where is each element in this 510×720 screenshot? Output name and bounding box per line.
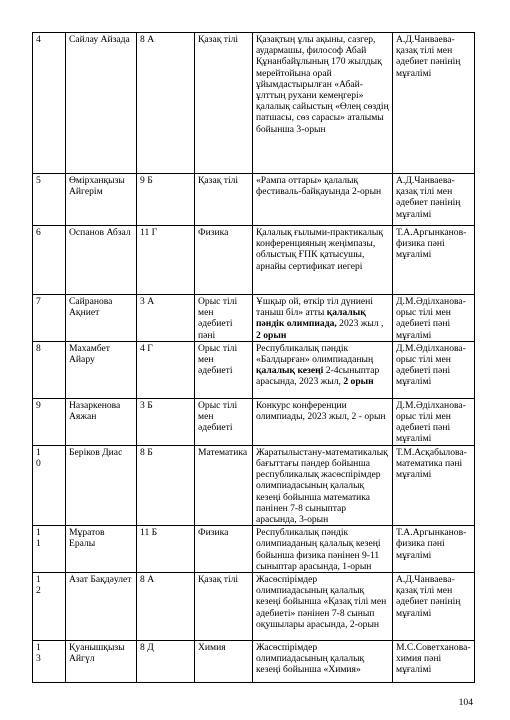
achievement <box>253 295 393 342</box>
student-class: 3 А <box>137 295 195 342</box>
row-number: 13 <box>33 641 66 683</box>
row-number: 8 <box>33 341 66 398</box>
row-number: 6 <box>33 226 66 295</box>
achievement-text: Конкурс конференции олимпиады, 2023 жыл, 2 - орын <box>256 399 386 423</box>
teacher: А.Д.Чанваева-қазақ тілі мен әдебиет пәнінің мұғалімі <box>393 573 475 641</box>
student-class: 4 Г <box>137 341 195 398</box>
achievement-text: Жасөспірімдер олимпиадасының қалалық кезеңі бойынша «Қазақ тілі мен әдебиеті» пәнінен 7-8 сынып оқушылары арасында, 2-орын <box>256 574 387 630</box>
student-name: Сайлау Айзада <box>66 33 137 174</box>
table-row <box>33 174 475 226</box>
subject: Математика <box>195 445 253 525</box>
student-name: Оспанов Абзал <box>66 226 137 295</box>
teacher: Д.М.Әділханова-орыс тілі мен әдебиеті пәні мұғалімі <box>393 398 475 445</box>
table-row <box>33 341 475 398</box>
table-row <box>33 445 475 525</box>
achievement <box>253 398 393 445</box>
achievement-text: Жасөспірімдер олимпиадасының қалалық кезеңі бойынша «Химия» <box>256 642 365 676</box>
subject: Химия <box>195 641 253 683</box>
achievement-text: «Рампа оттары» қалалық фестиваль-байқауында 2-орын <box>256 175 382 198</box>
teacher: Т.М.Асқабылова-математика пәні мұғалімі <box>393 445 475 525</box>
subject: Орыс тілі мен әдебиеті пәні <box>195 295 253 342</box>
subject: Қазақ тілі <box>195 33 253 174</box>
table-row <box>33 641 475 683</box>
student-name: Махамбет Айару <box>66 341 137 398</box>
student-name: Азат Бақдәулет <box>66 573 137 641</box>
table-row <box>33 33 475 174</box>
row-number: 9 <box>33 398 66 445</box>
achievement <box>253 226 393 295</box>
teacher: А.Д.Чанваева-қазақ тілі мен әдебиет пәнінің мұғалімі <box>393 174 475 226</box>
subject: Қазақ тілі <box>195 573 253 641</box>
row-number: 12 <box>33 573 66 641</box>
teacher: Т.А.Аргынканов-физика пәні мұғалімі <box>393 226 475 295</box>
student-name: Қуанышқызы Айгүл <box>66 641 137 683</box>
achievement-highlight: қалалық пәндік олимпиада, <box>256 307 366 330</box>
awards-table <box>32 32 475 683</box>
subject: Орыс тілі мен әдебиеті <box>195 398 253 445</box>
student-class: 8 А <box>137 33 195 174</box>
achievement <box>253 174 393 226</box>
subject: Қазақ тілі <box>195 174 253 226</box>
achievement-text: 2023 жыл , <box>336 318 384 330</box>
achievement-text: Қалалық ғылыми-практикалық конференцияның жеңімпазы, облыстық ҒПК қатысушы, арнайы сертификат иегері <box>256 227 383 272</box>
achievement-text: 2-4сыныптар арасында, 2023 жыл, <box>256 365 380 388</box>
row-number: 10 <box>33 445 66 525</box>
subject: Физика <box>195 526 253 573</box>
teacher: М.С.Советханова-химия пәні мұғалімі <box>393 641 475 683</box>
row-number: 4 <box>33 33 66 174</box>
achievement-text: Жаратылыстану-математикалық бағыттағы пәндер бойынша республикалық жасөспірімдер олимпиадасының қалалық кезеңі бойынша математика пәнінен 7-8 сыныптар арасында, 3-орын <box>256 446 388 526</box>
student-class: 8 Б <box>137 445 195 525</box>
achievement <box>253 445 393 525</box>
student-class: 11 Б <box>137 526 195 573</box>
student-class: 9 Б <box>137 174 195 226</box>
student-name: Беріков Диас <box>66 445 137 525</box>
achievement-text: Республикалық пәндік олимпиаданың қалалық кезеңі бойынша физика пәнінен 9-11 сыныптар арасында, 1-орын <box>256 527 381 572</box>
student-name: Назаркенова Аяжан <box>66 398 137 445</box>
achievement-text: Республикалық пәндік «Балдырған» олимпиаданың <box>256 342 374 366</box>
achievement-text: Ұшқыр ой, өткір тіл дүниені таныш біл» атты <box>256 296 373 319</box>
student-class: 8 Д <box>137 641 195 683</box>
table-row <box>33 573 475 641</box>
achievement-highlight: 2 орын <box>343 376 374 388</box>
student-name: Мұратов Ералы <box>66 526 137 573</box>
page-number: 104 <box>458 697 473 708</box>
subject: Орыс тілі мен әдебиеті <box>195 341 253 398</box>
row-number: 5 <box>33 174 66 226</box>
table-row <box>33 526 475 573</box>
student-name: Сайранова Ақниет <box>66 295 137 342</box>
achievement-text: Қазақтың ұлы ақыны, сазгер, аудармашы, философ Абай Құнанбайұлының 170 жылдық мерейтойына орай ұйымдастырылған «Абай-ұлттың рухани кемеңгері» қалалық сайыстың «Өлең сөздің патшасы, сөз сарасы» аталымы бойынша 3-орын <box>256 34 389 135</box>
teacher: Т.А.Аргынканов-физика пәні мұғалімі <box>393 526 475 573</box>
student-class: 8 А <box>137 573 195 641</box>
achievement <box>253 33 393 174</box>
teacher: Д.М.Әділханова-орыс тілі мен әдебиеті пәні мұғалімі <box>393 341 475 398</box>
row-number: 7 <box>33 295 66 342</box>
teacher: Д.М.Әділханова-орыс тілі мен әдебиеті пәні мұғалімі <box>393 295 475 342</box>
teacher: А.Д.Чанваева-қазақ тілі мен әдебиет пәнінің мұғалімі <box>393 33 475 174</box>
achievement <box>253 341 393 398</box>
row-number: 11 <box>33 526 66 573</box>
subject: Физика <box>195 226 253 295</box>
student-name: Өмірханқызы Айгерім <box>66 174 137 226</box>
student-class: 11 Г <box>137 226 195 295</box>
achievement-highlight: 2 орын <box>256 329 287 341</box>
student-class: 3 Б <box>137 398 195 445</box>
table-row <box>33 295 475 342</box>
table-body <box>33 33 475 683</box>
table-row <box>33 398 475 445</box>
achievement-highlight: қалалық кезеңі <box>256 365 324 377</box>
achievement <box>253 641 393 683</box>
achievement <box>253 526 393 573</box>
table-row <box>33 226 475 295</box>
achievement <box>253 573 393 641</box>
